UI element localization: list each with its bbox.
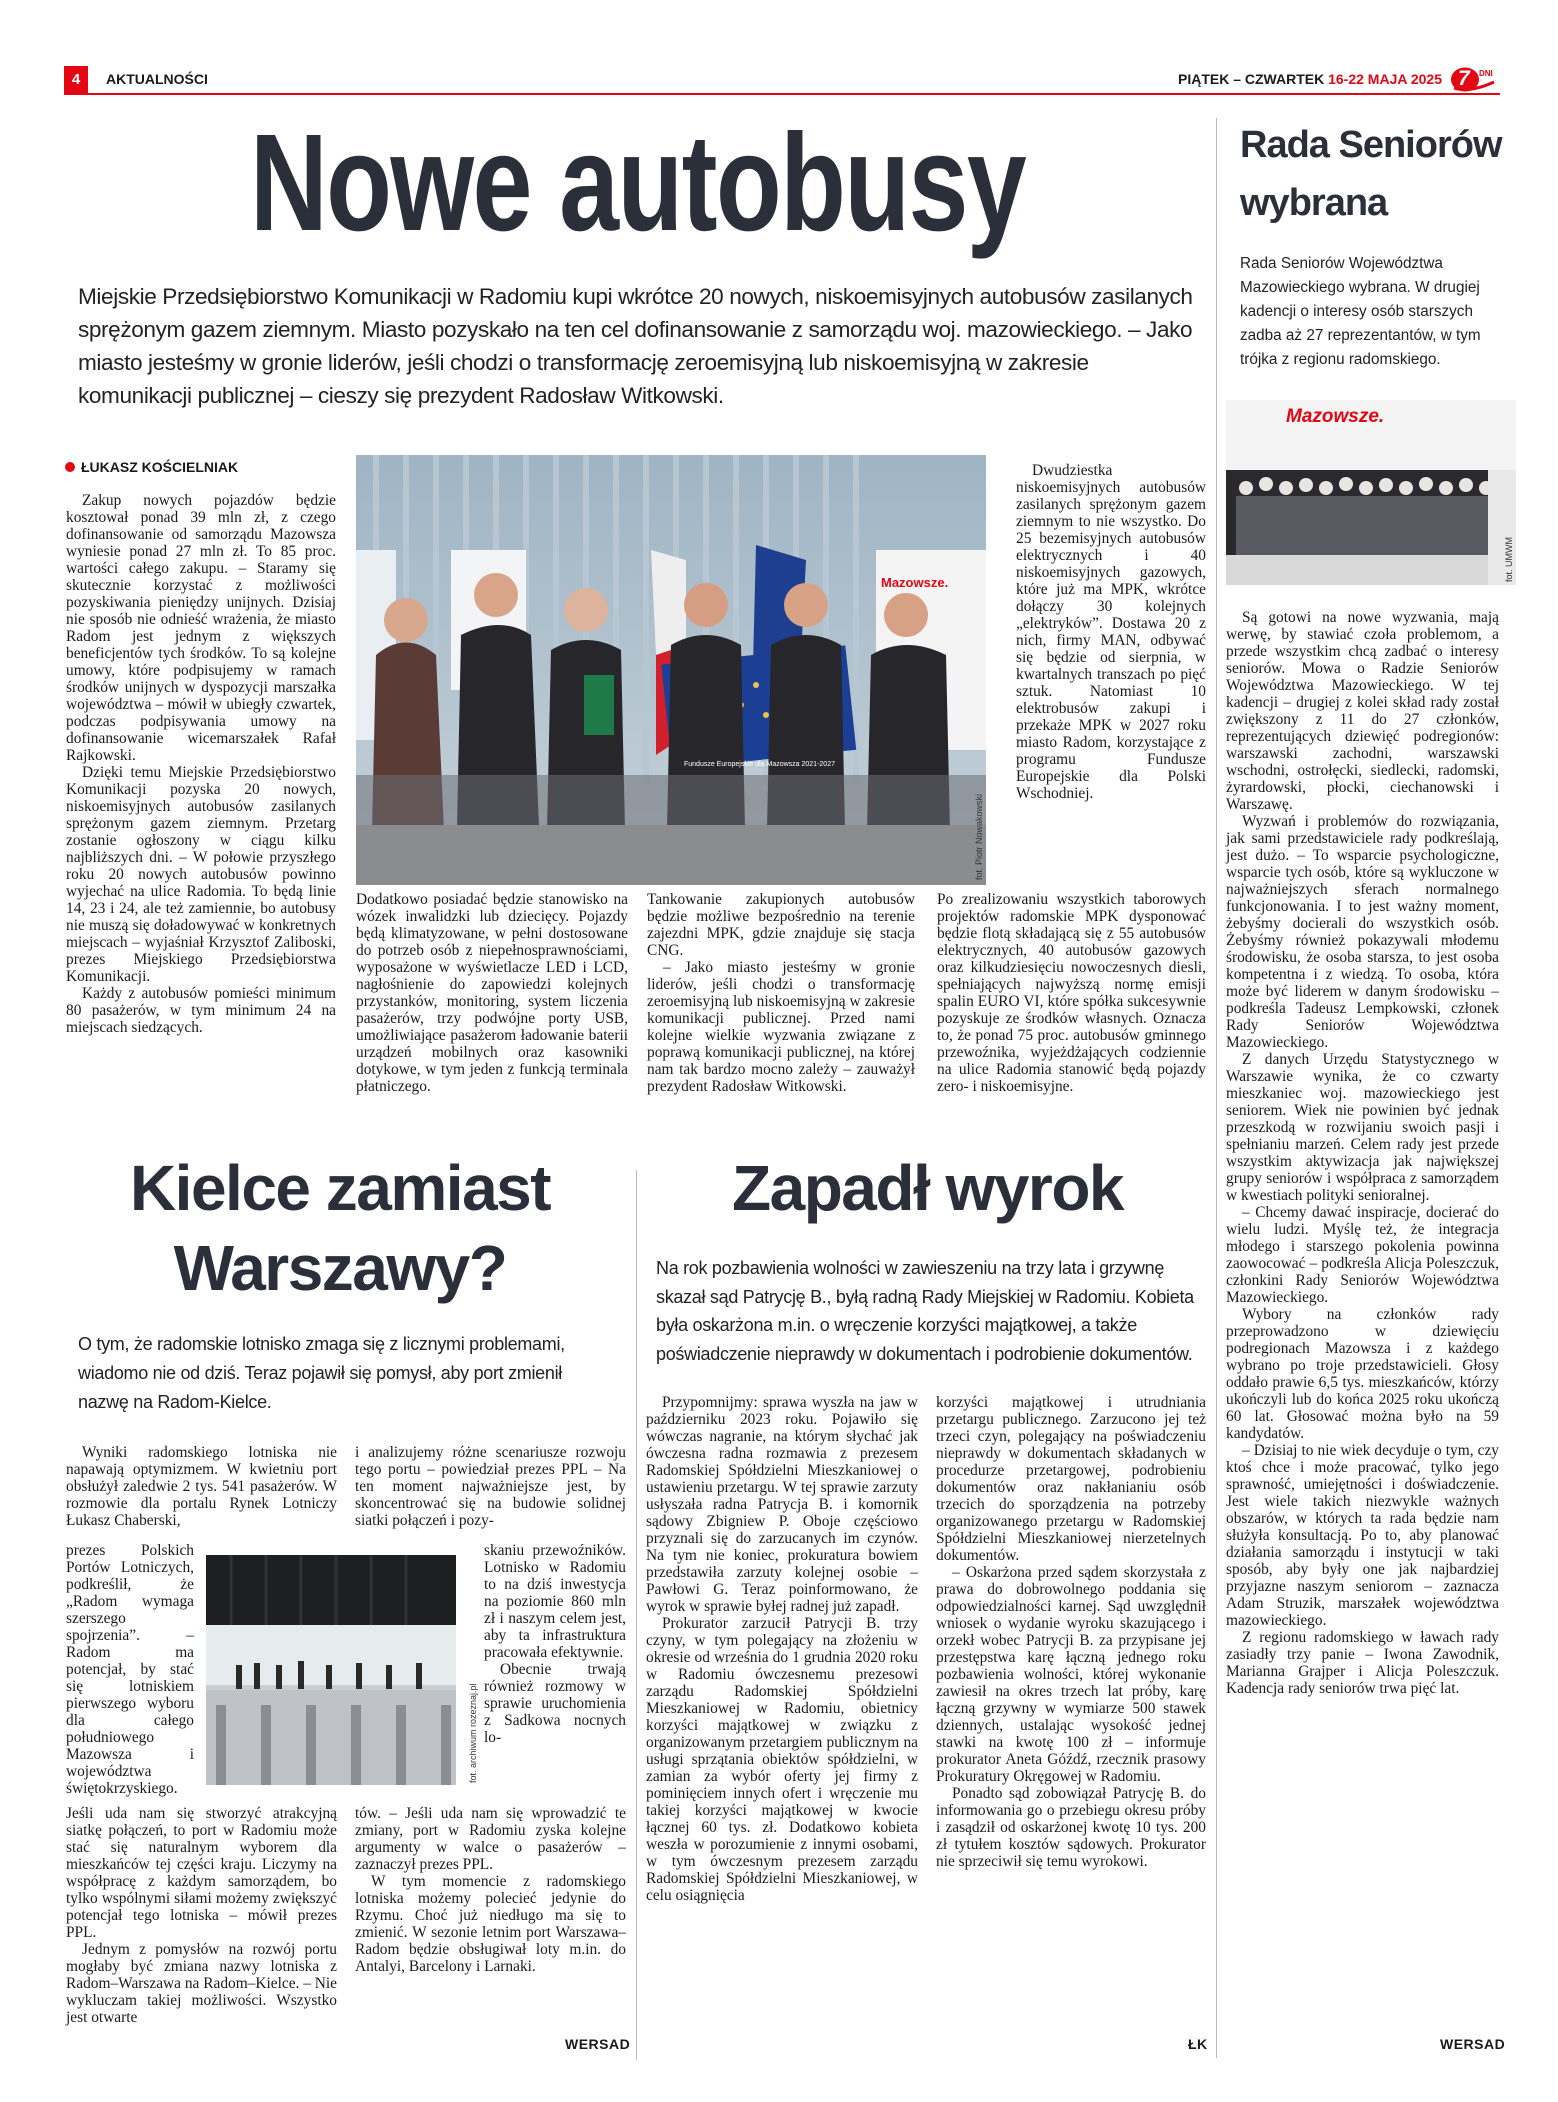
logo-text: DNI (1479, 69, 1493, 78)
main-headline: Nowe autobusy (250, 106, 1026, 260)
photo-brand-text: Mazowsze. (881, 575, 949, 590)
kielce-column-1-wrap (66, 1542, 194, 1797)
date-prefix: PIĄTEK – CZWARTEK (1177, 71, 1325, 87)
paragraph: – Oskarżona przed sądem skorzystała z prawa do dobrowolnego poddania się odpowiedzialności karnej. Sąd uwzględnił wniosek o wydanie wyroku skazującego i orzekł wobec Patrycji B. za przypisane jej przestępstwa karę łączną jednego roku pozbawienia wolności, której wykonanie zawiesił na okres trzech lat próby, karę łączną grzywny w wymiarze 500 stawek dziennych, ustalając wysokość jednej stawki na kwotę 100 zł – informuje prokurator Aneta Góźdź, rzecznik prasowy Prokuratury Okręgowej w Radomiu. (936, 1564, 1206, 1785)
header-rule (64, 93, 1500, 95)
paragraph: Z regionu radomskiego w ławach rady zasiadły trzy panie – Iwona Zawodnik, Marianna Grajper i Alicja Poleszczuk. Kadencja rady seniorów trwa pięć lat. (1226, 1629, 1499, 1697)
main-column-4-continued (937, 891, 1206, 1095)
paragraph: Są gotowi na nowe wyzwania, mają werwę, by stawiać czoła problemom, a przede wszystkim chcą zadbać o interesy seniorów. Mowa o Radzie Seniorów Województwa Mazowieckiego. W tej kadencji – drugiej z kolei skład rady został zwiększony z 11 do 27 członków, reprezentujących dziewięć podregionów: warszawski zachodni, warszawski wschodni, ostrołęcki, siedlecki, radomski, żyrardowski, płocki, ciechanowski i Warszawę. (1226, 609, 1499, 813)
paragraph: Po zrealizowaniu wszystkich taborowych projektów radomskie MPK dysponować będzie flotą składającą się z 55 autobusów elektrycznych, 40 autobusów gazowych oraz kilkudziesięciu nowoczesnych diesli, spełniających najwyższą normę emisji spalin EURO VI, które spółka sukcesywnie pozyskuje ze środków własnych. Oznacza to, że ponad 75 proc. autobusów gminnego przewoźnika, wyjeżdżających codziennie na ulice Radomia stanowić będą pojazdy zero- i niskoemisyjne. (937, 891, 1206, 1095)
section-label: AKTUALNOŚCI (106, 71, 208, 87)
paragraph: Każdy z autobusów pomieści minimum 80 pasażerów, w tym minimum 24 na miejscach siedzących. (66, 985, 336, 1036)
paragraph: Obecnie trwają również rozmowy w sprawie uruchomienia z Sadkowa nocnych lo- (484, 1661, 626, 1746)
wyrok-column-1 (646, 1394, 918, 1904)
author-byline (65, 459, 238, 475)
paragraph: Ponadto sąd zobowiązał Patrycję B. do informowania go o przebiegu okresu próby i zasądził od oskarżonej kwotę 10 tys. 200 zł tytułem kosztów sądowych. Prokurator nie sprzeciwił się temu wyrokowi. (936, 1785, 1206, 1870)
main-column-4 (1016, 462, 1206, 802)
airport-terminal-photo (206, 1555, 456, 1785)
wyrok-headline: Zapadł wyrok (732, 1152, 1123, 1224)
paragraph: skaniu przewoźników. Lotnisko w Radomiu to na dziś inwestycja na poziomie 860 mln zł i naszym celem jest, aby ta infrastruktura pracowała efektywnie. (484, 1542, 626, 1661)
sidebar-photo (1226, 400, 1516, 585)
sidebar-signature: WERSAD (1440, 2036, 1506, 2052)
main-column-3 (647, 891, 915, 1095)
paragraph: i analizujemy różne scenariusze rozwoju tego portu – powiedział prezes PPL – Na ten moment najważniejsze jest, by skoncentrować się na budowie solidnej siatki połączeń i pozy- (355, 1444, 626, 1529)
paragraph: – Dzisiaj to nie wiek decyduje o tym, czy ktoś chce i może pracować, tylko jego sprawność, umiejętności i doświadczenie. Jest wiele takich niezwykle ważnych obszarów, w których ta rada będzie nam służyła konsultacją. Po to, aby planować działania samorządu i instytucji w taki sposób, aby były one jak najbardziej przyjazne naszym seniorom – zaznacza Adam Struzik, marszałek województwa mazowieckiego. (1226, 1442, 1499, 1629)
sidebar-photo-credit: fot. UMWM (1504, 537, 1514, 582)
paragraph: Wyniki radomskiego lotniska nie napawają optymizmem. W kwietniu port obsłużył zaledwie 2 tys. 541 pasażerów. W rozmowie dla portalu Rynek Lotniczy Łukasz Chaberski, (66, 1444, 337, 1529)
paragraph: – Jako miasto jesteśmy w gronie liderów, jeśli chodzi o transformację zeroemisyjną lub niskoemisyjną w zakresie komunikacji publicznej. Przed nami kolejne wielkie wyzwania związane z poprawą komunikacji publicznej, na której nam tak bardzo mocno zależy – zauważył prezydent Radosław Witkowski. (647, 959, 915, 1095)
paragraph: Wyzwań i problemów do rozwiązania, jak sami przedstawiciele rady podkreślają, jest dużo. – To wsparcie psychologiczne, wsparcie tych osób, które są wykluczone w najważniejszych sferach normalnego funkcjonowania. I to jest ważny moment, żebyśmy docierali do wszystkich osób. Żebyśmy również pokazywali młodemu środowisku, że osoba starsza, to jest osoba kompetentna i z wiedzą. To osoba, która może być liderem w danym środowisku – podkreśla Tadeusz Lempkowski, członek Rady Seniorów Województwa Mazowieckiego. (1226, 813, 1499, 1051)
kielce-headline-line1: Kielce zamiast (129, 1152, 551, 1224)
logo-number: 7 (1458, 67, 1470, 90)
wyrok-signature: ŁK (1188, 2036, 1208, 2052)
page-number: 4 (64, 66, 88, 93)
paragraph: Jeśli uda nam się stworzyć atrakcyjną siatkę połączeń, to port w Radomiu może stać się naturalnym wyborem dla mieszkańców tej części kraju. Liczymy na współpracę z każdym samorządem, bo tylko wspólnymi siłami możemy zwiększyć potencjał tego lotniska – mówił prezes PPL. (66, 1805, 337, 1941)
kielce-lead: O tym, że radomskie lotnisko zmaga się z licznymi problemami, wiadomo nie od dziś. Teraz pojawił się pomysł, aby port zmienił nazwę na Radom-Kielce. (78, 1334, 565, 1412)
paragraph: Jednym z pomysłów na rozwój portu mogłaby być zmiana nazwy lotniska z Radom–Warszawa na Radom–Kielce. – Nie wykluczam takiej możliwości. Wszystko jest otwarte (66, 1941, 337, 2026)
kielce-column-2-rest (355, 1805, 626, 1975)
date-range: 16-22 MAJA 2025 (1328, 71, 1442, 87)
paragraph: Z danych Urzędu Statystycznego w Warszawie wynika, że co czwarty mieszkaniec woj. mazowieckiego jest seniorem. Wiek nie powinien być jednak przeszkodą w rozwijaniu swoich pasji i spełnianiu marzeń. Celem rady jest przede wszystkim aktywizacja jak największej grupy seniorów i współpraca z samorządem w kwestiach polityki senioralnej. (1226, 1051, 1499, 1204)
sidebar-photo-brand: Mazowsze. (1286, 406, 1385, 427)
kielce-photo-credit: fot. archiwum rozeznaj.pl (468, 1683, 478, 1783)
sidebar-headline: Rada Seniorów wybrana (1240, 124, 1502, 224)
kielce-signature: WERSAD (565, 2036, 631, 2052)
kielce-column-1-rest (66, 1805, 337, 2026)
kielce-column-1-top (66, 1444, 337, 1529)
page-header (64, 66, 1500, 94)
main-lead: Miejskie Przedsiębiorstwo Komunikacji w Radomiu kupi wkrótce 20 nowych, niskoemisyjnych autobusów zasilanych sprężonym gazem ziemnym. Miasto pozyskało na ten cel dofinansowanie z samorządu woj. mazowieckiego. – Jako miasto jesteśmy w gronie liderów, jeśli chodzi o transformację zeroemisyjną lub niskoemisyjną w zakresie komunikacji publicznej – cieszy się prezydent Radosław Witkowski. (78, 284, 1193, 408)
paragraph: Prokurator zarzucił Patrycji B. trzy czyny, w tym polegający na złożeniu w okresie od września do 1 grudnia 2020 roku w Radomiu ówczesnemu prezesowi zarządu Radomskiej Spółdzielni Mieszkaniowej w Radomiu, obietnicy korzyści majątkowej w związku z organizowanym przetargiem publicznym na usługi sprzątania obiektów spółdzielni, w zamian za wybór oferty jej firmy z pominięciem innych ofert i wręczenie mu takiej korzyści majątkowej w kwocie łącznej 60 tys. zł. Dodatkowo kobieta weszła w porozumienie z innymi osobami, w tym ówczesnym prezesem zarządu Radomskiej Spółdzielni Mieszkaniowej, w celu osiągnięcia (646, 1615, 918, 1904)
kielce-column-2-top (355, 1444, 626, 1529)
kielce-headline-line2: Warszawy? (173, 1232, 507, 1304)
paragraph: – Chcemy dawać inspiracje, docierać do wielu ludzi. Myślę też, że integracja młodego i starszego pokolenia powinna zaowocować – podkreśla Alicja Poleszczuk, członkini Rady Seniorów Województwa Mazowieckiego. (1226, 1204, 1499, 1306)
paragraph: prezes Polskich Portów Lotniczych, podkreślił, że „Radom wymaga szerszego spojrzenia”. – Radom ma potencjał, by stać się lotniskiem pierwszego wyboru dla całego południowego Mazowsza i województwa świętokrzyskiego. (66, 1542, 194, 1797)
wyrok-column-2 (936, 1394, 1206, 1870)
sidebar-divider (1216, 118, 1217, 2058)
byline-dot-icon (65, 462, 75, 472)
main-column-2 (356, 891, 628, 1095)
bottom-divider (636, 1170, 637, 2060)
paragraph: Wybory na członków rady przeprowadzono w dziewięciu podregionach Mazowsza i z każdego wybrano po troje przedstawicieli. Głosy oddało prawie 6,5 tys. mieszkańców, którzy ukończyli lub do końca 2025 roku ukończą 60 lat. Głosować można było na 59 kandydatów. (1226, 1306, 1499, 1442)
main-photo (356, 455, 986, 885)
author-name: ŁUKASZ KOŚCIELNIAK (81, 459, 239, 475)
issue-date (1178, 71, 1442, 87)
main-column-1 (66, 492, 336, 1036)
paragraph: W tym momencie z radomskiego lotniska możemy polecieć jedynie do Rzymu. Choć już niedługo ma się to zmienić. W sezonie letnim port Warszawa–Radom będzie obsługiwał loty m.in. do Antalyi, Barcelony i Larnaki. (355, 1873, 626, 1975)
signing-ceremony-photo (356, 455, 986, 885)
paragraph: Przypomnijmy: sprawa wyszła na jaw w październiku 2023 roku. Pojawiło się wówczas nagranie, na którym słychać jak ówczesna radna rozmawia z prezesem Radomskiej Spółdzielni Mieszkaniowej o ustawieniu przetargu. W tej sprawie zarzuty usłyszała radna Patrycja B. i komornik sądowy Zbigniew P. Oboje częściowo przyznali się do zarzucanych im czynów. Na tym nie koniec, prokuratura bowiem przedstawiła zarzuty kolejnej osobie – Pawłowi G. Teraz poinformowano, że wyrok w sprawie byłej radnej już zapadł. (646, 1394, 918, 1615)
paragraph: Zakup nowych pojazdów będzie kosztował ponad 39 mln zł, z czego dofinansowanie od samorządu Mazowsza wyniesie ponad 27 mln zł. To 85 proc. wartości całego zakupu. – Staramy się skutecznie korzystać z możliwości pozyskiwania pieniędzy unijnych. Dzisiaj nie sposób nie odnieść wrażenia, że miasto Radom jest jednym z większych beneficjentów tych środków. To są kolejne umowy, które podpisujemy w ramach środków unijnych w dyspozycji marszałka województwa – mówił w ubiegły czwartek, podczas podpisywania umowy na dofinansowanie wicemarszałek Rafał Rajkowski. (66, 492, 336, 764)
paragraph: Dodatkowo posiadać będzie stanowisko na wózek inwalidzki lub dziecięcy. Pojazdy będą klimatyzowane, w pełni dostosowane do potrzeb osób z niepełnosprawnościami, wyposażone w wyświetlacze LED i LCD, nagłośnienie do zapowiedzi kolejnych przystanków, monitoring, system liczenia pasażerów, trzy podwójne porty USB, umożliwiające pasażerom ładowanie baterii urządzeń mobilnych oraz kasowniki dotykowe, w tym jeden z funkcją terminala płatniczego. (356, 891, 628, 1095)
paragraph: Dwudziestka niskoemisyjnych autobusów zasilanych sprężonym gazem ziemnym to nie wszystko. Do 25 bezemisyjnych autobusów elektrycznych i 40 niskoemisyjnych gazowych, które już ma MPK, wkrótce dołączy 30 kolejnych „elektryków”. Dostawa 20 z nich, firmy MAN, odbywać się będzie od sierpnia, w kwartalnych transzach po pięć sztuk. Natomiast 10 elektrobusów zakupi i przekaże MPK w 2027 roku miasto Radom, korzystające z programu Fundusze Europejskie dla Polski Wschodniej. (1016, 462, 1206, 802)
sidebar-body (1226, 609, 1499, 1697)
paragraph: Tankowanie zakupionych autobusów będzie możliwe bezpośrednio na terenie zajezdni MPK, gdzie znajduje się stacja CNG. (647, 891, 915, 959)
kielce-photo (206, 1555, 478, 1785)
newspaper-logo (1450, 66, 1500, 93)
wyrok-lead: Na rok pozbawienia wolności w zawieszeniu na trzy lata i grzywnę skazał sąd Patrycję B., byłą radną Rady Miejskiej w Radomiu. Kobieta była oskarżona m.in. o wręczenie korzyści majątkowej, a także poświadczenie nieprawdy w dokumentach i podrobienie dokumentów. (656, 1258, 1194, 1364)
paragraph: tów. – Jeśli uda nam się wprowadzić te zmiany, port w Radomiu zyska kolejne argumenty w walce o pasażerów – zaznaczył prezes PPL. (355, 1805, 626, 1873)
kielce-column-2-wrap (484, 1542, 626, 1746)
paragraph: Dzięki temu Miejskie Przedsiębiorstwo Komunikacji pozyska 20 nowych, niskoemisyjnych autobusów zasilanych sprężonym gazem ziemnym. Przetarg zostanie ogłoszony w ciągu kilku najbliższych dni. – W połowie przyszłego roku 20 nowych autobusów powinno wyjechać na ulice Radomia. To będą linie 14, 23 i 24, ale też zamiennie, bo autobusy nie muszą się doładowywać w konkretnych miejscach – wyjaśniał Krzysztof Zaliboski, prezes Miejskiego Przedsiębiorstwa Komunikacji. (66, 764, 336, 985)
photo-credit: fot. Piotr Nowakowski (974, 793, 984, 880)
kielce-headline (66, 1148, 614, 1308)
photo-check-caption: Fundusze Europejskie dla Mazowsza 2021-2027 (684, 761, 835, 768)
paragraph: korzyści majątkowej i utrudniania przetargu publicznego. Zarzucono jej też trzeci czyn, polegający na poświadczeniu nieprawdy w dokumentach składanych w procedurze przetargowej, podrobieniu dokumentów oraz nakłanianiu osób trzecich do sporządzenia na potrzeby organizowanego przetargu w Radomskiej Spółdzielni Mieszkaniowej nierzetelnych dokumentów. (936, 1394, 1206, 1564)
sidebar-lead: Rada Seniorów Województwa Mazowieckiego wybrana. W drugiej kadencji o interesy osób starszych zadba aż 27 reprezentantów, w tym trójka z regionu radomskiego. (1240, 255, 1481, 368)
